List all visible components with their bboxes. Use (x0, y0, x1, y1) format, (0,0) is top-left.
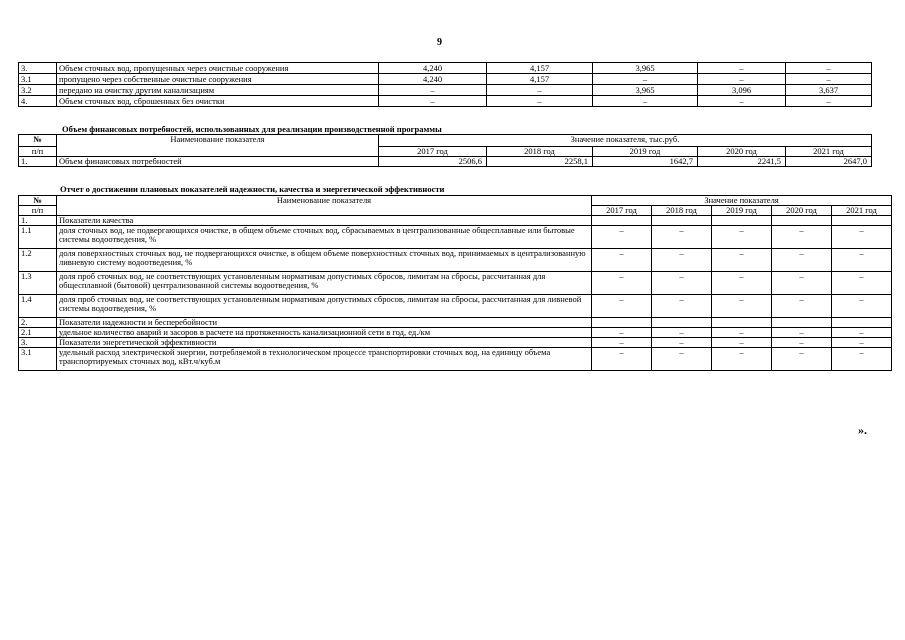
closing-quote: ». (858, 423, 867, 437)
row-value: – (593, 74, 698, 85)
row-value: 3,637 (786, 85, 872, 96)
row-value: – (772, 226, 832, 249)
row-value: – (652, 226, 712, 249)
row-value: – (712, 272, 772, 295)
row-value: – (712, 249, 772, 272)
row-value: – (379, 85, 487, 96)
row-value: – (772, 348, 832, 371)
row-value: 4,240 (379, 74, 487, 85)
row-value: – (712, 338, 772, 348)
row-value: – (593, 96, 698, 107)
row-value: 3,965 (593, 63, 698, 74)
row-value: – (712, 226, 772, 249)
row-value (712, 216, 772, 226)
row-number: 1.3 (19, 272, 57, 295)
row-value: – (832, 328, 892, 338)
row-value: 3,965 (593, 85, 698, 96)
row-value: – (652, 295, 712, 318)
row-number: 1. (19, 216, 57, 226)
row-value: – (592, 338, 652, 348)
row-name: доля сточных вод, не подвергающихся очистке, в общем объеме сточных вод, сбрасываемых в централизованные общесплавные или бытовые системы водоотведения, % (57, 226, 592, 249)
row-name: удельный расход электрической энергии, потребляемой в технологическом процессе транспортировки сточных вод, на единицу объема транспортируемых сточных вод, кВт.ч/куб.м (57, 348, 592, 371)
row-name: передано на очистку другим канализациям (57, 85, 379, 96)
row-number: 1.2 (19, 249, 57, 272)
row-name: Объем финансовых потребностей (57, 157, 379, 167)
table-row (19, 272, 892, 295)
row-value: – (832, 348, 892, 371)
row-number: 3. (19, 338, 57, 348)
row-value: – (379, 96, 487, 107)
table-row (19, 85, 872, 96)
row-name: Показатели энергетической эффективности (57, 338, 592, 348)
financial-table-title: Объем финансовых потребностей, использованных для реализации производственной программы (62, 124, 442, 134)
row-name: Объем сточных вод, сброшенных без очистки (57, 96, 379, 107)
row-value: – (772, 272, 832, 295)
year-header: 2019 год (712, 206, 772, 216)
row-value: – (592, 249, 652, 272)
row-value: – (592, 272, 652, 295)
row-value (772, 318, 832, 328)
financial-needs-table (18, 134, 872, 167)
year-header: 2019 год (593, 147, 698, 157)
row-value: – (786, 63, 872, 74)
row-value: – (786, 96, 872, 107)
row-value (592, 216, 652, 226)
year-header: 2018 год (652, 206, 712, 216)
row-number: 4. (19, 96, 57, 107)
row-value (652, 318, 712, 328)
row-number: 1. (19, 157, 57, 167)
row-value: – (652, 348, 712, 371)
row-value: 2241,5 (698, 157, 786, 167)
table-row (19, 249, 892, 272)
year-header: 2020 год (698, 147, 786, 157)
row-value: 2647,0 (786, 157, 872, 167)
row-value: – (592, 348, 652, 371)
row-value: – (832, 272, 892, 295)
page-number: 9 (437, 37, 442, 48)
row-value (592, 318, 652, 328)
row-name: Показатели качества (57, 216, 592, 226)
col-num-sub-header: п/п (19, 147, 57, 157)
table-row (19, 96, 872, 107)
year-header: 2020 год (772, 206, 832, 216)
col-value-header: Значение показателя, тыс.руб. (379, 135, 872, 147)
row-value: – (698, 63, 786, 74)
row-number: 3.1 (19, 348, 57, 371)
table-row (19, 63, 872, 74)
row-name: удельное количество аварий и засоров в расчете на протяженность канализационной сети в год, ед./км (57, 328, 592, 338)
row-value: – (772, 328, 832, 338)
indicators-table (18, 195, 892, 371)
row-value (772, 216, 832, 226)
row-value: – (832, 226, 892, 249)
row-number: 3.1 (19, 74, 57, 85)
row-number: 3.2 (19, 85, 57, 96)
row-value: – (772, 249, 832, 272)
row-value: – (712, 295, 772, 318)
row-value: 2258,1 (487, 157, 593, 167)
row-value: – (487, 85, 593, 96)
table-row (19, 318, 892, 328)
wastewater-volume-table (18, 62, 872, 107)
row-value: – (712, 328, 772, 338)
col-num-header: № (19, 196, 57, 206)
row-value: – (652, 338, 712, 348)
table-row (19, 328, 892, 338)
row-value: 1642,7 (593, 157, 698, 167)
row-name: пропущено через собственные очистные сооружения (57, 74, 379, 85)
col-num-header: № (19, 135, 57, 147)
row-value: – (698, 96, 786, 107)
row-value: – (698, 74, 786, 85)
col-num-sub-header: п/п (19, 206, 57, 216)
row-value: 4,157 (487, 63, 593, 74)
row-value: – (772, 338, 832, 348)
row-name: Объем сточных вод, пропущенных через очистные сооружения (57, 63, 379, 74)
table-row (19, 348, 892, 371)
row-number: 2. (19, 318, 57, 328)
row-value: – (592, 328, 652, 338)
row-value: 2506,6 (379, 157, 487, 167)
row-value: – (832, 249, 892, 272)
year-header: 2017 год (379, 147, 487, 157)
row-name: доля проб сточных вод, не соответствующих установленным нормативам допустимых сбросов, лимитам на сбросы, рассчитанная для общесплавной (бытовой) централизованной системы водоотведения, % (57, 272, 592, 295)
row-value: – (592, 295, 652, 318)
row-value: – (652, 272, 712, 295)
row-value: – (652, 328, 712, 338)
table-row (19, 295, 892, 318)
row-number: 1.1 (19, 226, 57, 249)
row-name: Показатели надежности и бесперебойности (57, 318, 592, 328)
row-value: – (592, 226, 652, 249)
col-name-header: Наименование показателя (57, 196, 592, 216)
row-name: доля поверхностных сточных вод, не подвергающихся очистке, в общем объеме поверхностных сточных вод, принимаемых в централизованную ливневую систему водоотведения, % (57, 249, 592, 272)
row-value: 4,157 (487, 74, 593, 85)
row-value: 3,096 (698, 85, 786, 96)
row-number: 3. (19, 63, 57, 74)
row-value (832, 318, 892, 328)
row-value: – (772, 295, 832, 318)
table-row (19, 157, 872, 167)
year-header: 2021 год (786, 147, 872, 157)
col-value-header: Значение показателя (592, 196, 892, 206)
table-row (19, 226, 892, 249)
row-number: 1.4 (19, 295, 57, 318)
table-row (19, 74, 872, 85)
row-value: 4,240 (379, 63, 487, 74)
row-value (712, 318, 772, 328)
row-value (832, 216, 892, 226)
row-value: – (652, 249, 712, 272)
year-header: 2018 год (487, 147, 593, 157)
row-value: – (712, 348, 772, 371)
row-value (652, 216, 712, 226)
row-value: – (487, 96, 593, 107)
year-header: 2017 год (592, 206, 652, 216)
table-row (19, 338, 892, 348)
row-name: доля проб сточных вод, не соответствующих установленным нормативам допустимых сбросов, лимитам на сбросы, рассчитанная для ливневой системы водоотведения, % (57, 295, 592, 318)
indicators-table-title: Отчет о достижении плановых показателей надежности, качества и энергетической эффективности (60, 184, 445, 194)
row-value: – (832, 295, 892, 318)
col-name-header: Наименование показателя (57, 135, 379, 157)
row-value: – (832, 338, 892, 348)
row-value: – (786, 74, 872, 85)
row-number: 2.1 (19, 328, 57, 338)
year-header: 2021 год (832, 206, 892, 216)
table-row (19, 216, 892, 226)
